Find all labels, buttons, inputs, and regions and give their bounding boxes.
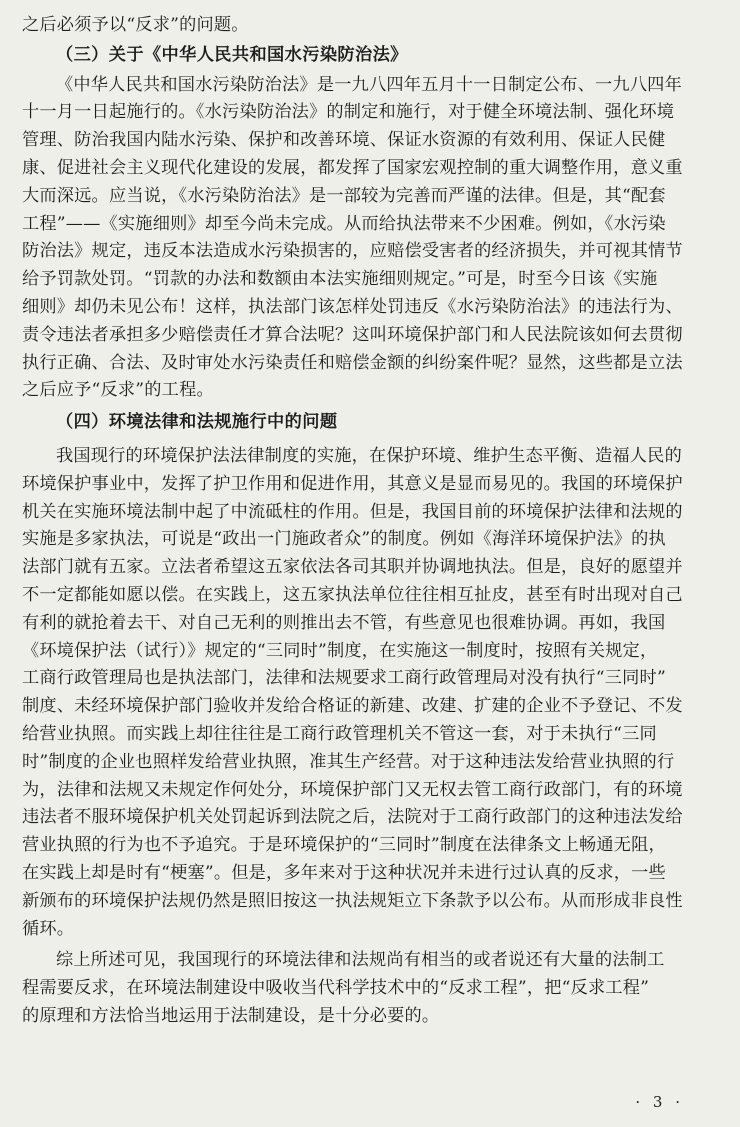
body-line: 执行正确、合法、及时审处水污染责任和赔偿金额的纠纷案件呢？显然，这些都是立法 (22, 352, 683, 373)
body-line: 营业执照的行为也不予追究。于是环境保护的“三同时”制度在法律条文上畅通无阻， (22, 835, 666, 856)
body-line: 制度、未经环境保护部门验收并发给合格证的新建、改建、扩建的企业不予登记、不发 (22, 696, 683, 717)
page-number: · 3 · (635, 1093, 684, 1111)
body-line: 循环。 (22, 918, 75, 939)
body-line: 实施是多家执法，可说是“政出一门施政者众”的制度。例如《海洋环境保护法》的执 (22, 529, 666, 550)
body-line: 有利的就抢着去干、对自己无利的则推出去不管，有些意见也很难协调。再如，我国 (22, 612, 666, 633)
body-line: 之后应予“反求”的工程。 (22, 380, 214, 401)
body-line: 时”制度的企业也照样发给营业执照，准其生产经营。对于这种违法发给营业执照的行 (22, 751, 675, 772)
body-line: 大而深远。应当说，《水污染防治法》是一部较为完善而严谨的法律。但是，其“配套 (22, 185, 666, 206)
body-line: 程需要反求，在环境法制建设中吸收当代科学技术中的“反求工程”，把“反求工程” (22, 978, 650, 999)
paragraph-start: 《中华人民共和国水污染防治法》是一九八四年五月十一日制定公布、一九八四年 (56, 74, 682, 95)
body-line: 法部门就有五家。立法者希望这五家依法各司其职并协调地执法。但是，良好的愿望并 (22, 557, 683, 578)
body-line: 在实践上却是时有“梗塞”。但是，多年来对于这种状况并未进行过认真的反求，一些 (22, 862, 666, 883)
body-line: 《环境保护法（试行）》规定的“三同时”制度，在实施这一制度时，按照有关规定， (22, 640, 658, 661)
body-line: 给营业执照。而实践上却往往往是工商行政管理机关不管这一套，对于未执行“三同 (22, 723, 657, 744)
body-line: 管理、防治我国内陆水污染、保护和改善环境、保证水资源的有效利用、保证人民健 (22, 130, 666, 151)
body-line: 防治法》规定，违反本法造成水污染损害的，应赔偿受害者的经济损失，并可视其情节 (22, 241, 683, 262)
body-line: 为，法律和法规又未规定作何处分，环境保护部门又无权去管工商行政部门，有的环境 (22, 779, 683, 800)
body-line: 康、促进社会主义现代化建设的发展，都发挥了国家宏观控制的重大调整作用，意义重 (22, 157, 683, 178)
body-line: 违法者不服环境保护机关处罚起诉到法院之后，法院对于工商行政部门的这种违法发给 (22, 807, 683, 828)
body-line: 十一月一日起施行的。《水污染防治法》的制定和施行，对于健全环境法制、强化环境 (22, 102, 675, 123)
body-line: 工商行政管理局也是执法部门，法律和法规要求工商行政管理局对没有执行“三同时” (22, 668, 666, 689)
body-line: 责令违法者承担多少赔偿责任才算合法呢？这叫环境保护部门和人民法院该如何去贯彻 (22, 324, 683, 345)
body-line: 机关在实施环境法制中起了中流砥柱的作用。但是，我国目前的环境保护法律和法规的 (22, 501, 683, 522)
body-line: 工程”——《实施细则》却至今尚未完成。从而给执法带来不少困难。例如，《水污染 (22, 213, 666, 234)
paragraph-start: 我国现行的环境保护法法律制度的实施，在保护环境、维护生态平衡、造福人民的 (56, 445, 682, 466)
body-line: 细则》却仍未见公布！这样，执法部门该怎样处罚违反《水污染防治法》的违法行为、 (22, 296, 683, 317)
body-line: 的原理和方法恰当地运用于法制建设，是十分必要的。 (22, 1005, 440, 1026)
body-line: 新颁布的环境保护法规仍然是照旧按这一执法规矩立下条款予以公布。从而形成非良性 (22, 890, 683, 911)
body-line: 之后必须予以“反求”的问题。 (22, 15, 249, 35)
section-heading-4: （四）环境法律和法规施行中的问题 (56, 412, 338, 433)
body-line: 环境保护事业中，发挥了护卫作用和促进作用，其意义是显而易见的。我国的环境保护 (22, 473, 683, 494)
paragraph-start: 综上所述可见，我国现行的环境法律和法规尚有相当的或者说还有大量的法制工 (56, 950, 665, 971)
body-line: 给予罚款处罚。“罚款的办法和数额由本法实施细则规定。”可是，时至今日该《实施 (22, 269, 658, 290)
section-heading-3: （三）关于《中华人民共和国水污染防治法》 (56, 44, 408, 65)
body-line: 不一定都能如愿以偿。在实践上，这五家执法单位往往相互扯皮，甚至有时出现对自己 (22, 584, 683, 605)
